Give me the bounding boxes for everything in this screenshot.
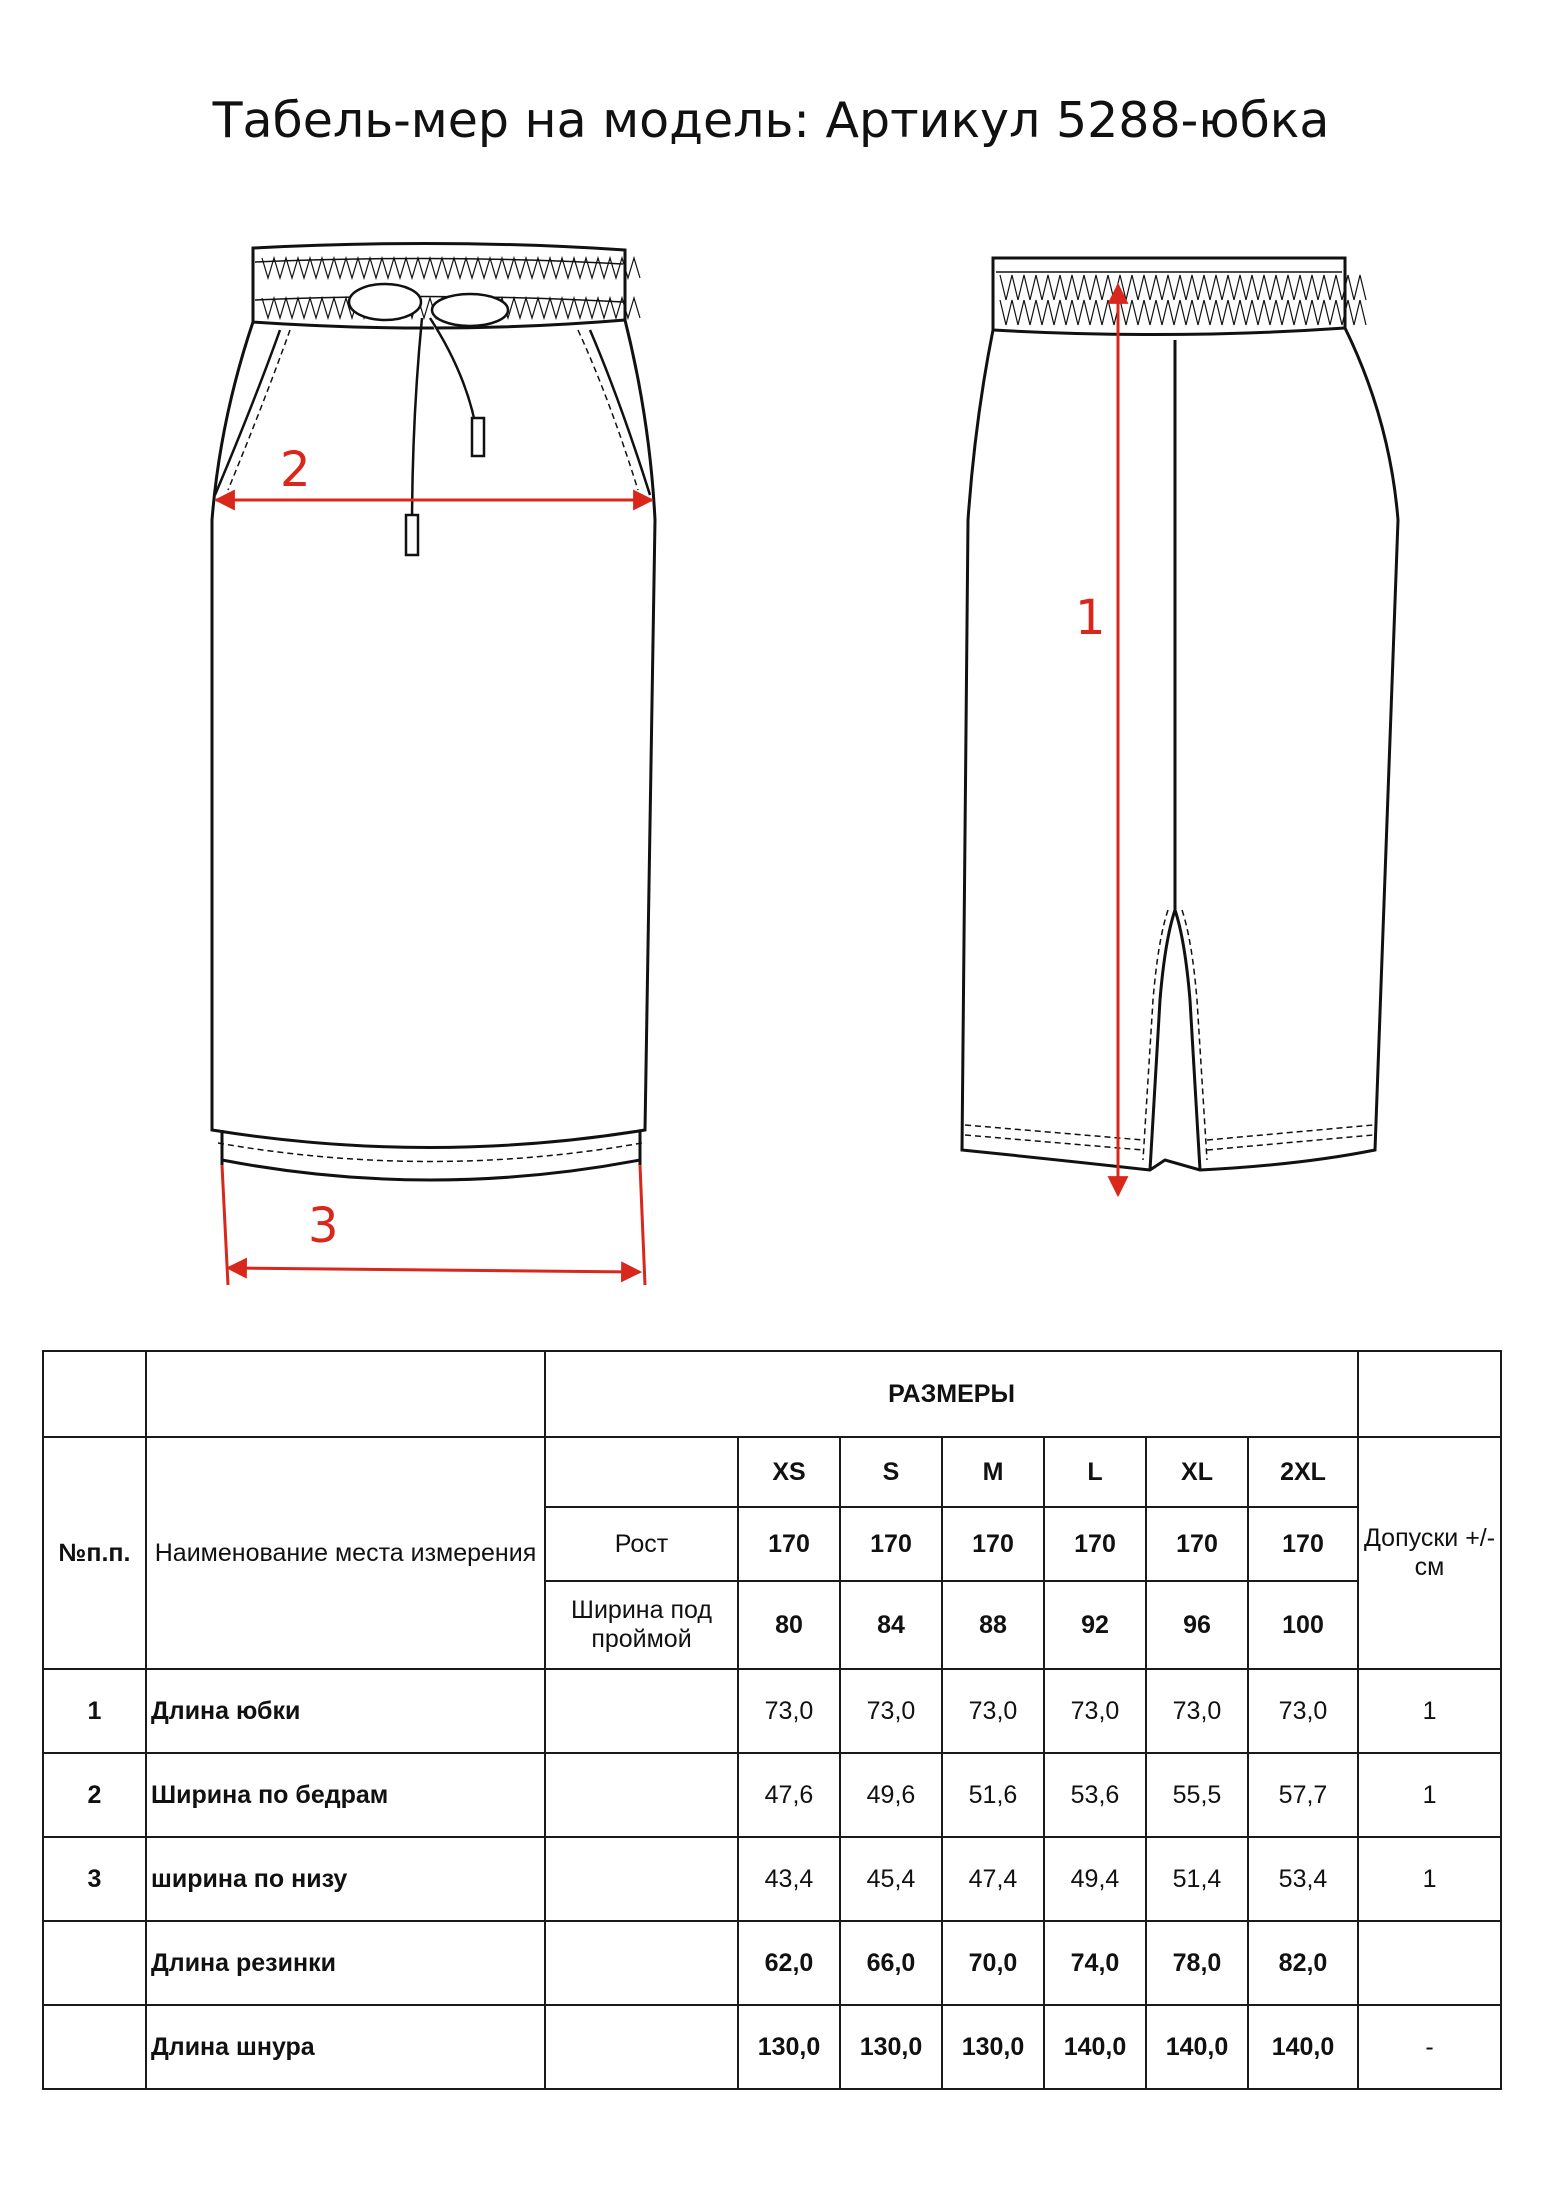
row-empty-cell (545, 1837, 738, 1921)
row-value: 130,0 (840, 2005, 942, 2089)
measure-label-3: 3 (308, 1198, 339, 1254)
measure-label-2: 2 (280, 442, 311, 498)
row-empty-cell (545, 1669, 738, 1753)
row-name: Длина юбки (146, 1669, 545, 1753)
height-value: 170 (1248, 1507, 1358, 1581)
row-tolerance: 1 (1358, 1669, 1501, 1753)
row-value: 73,0 (1146, 1669, 1248, 1753)
height-value: 170 (840, 1507, 942, 1581)
size-chart-table (42, 1350, 1502, 2090)
size-2xl: 2XL (1248, 1437, 1358, 1507)
skirt-front-view (212, 243, 655, 1180)
row-tolerance: 1 (1358, 1753, 1501, 1837)
row-name: Ширина по бедрам (146, 1753, 545, 1837)
row-value: 49,6 (840, 1753, 942, 1837)
measure-label-1: 1 (1075, 590, 1106, 646)
row-value: 73,0 (942, 1669, 1044, 1753)
table-row (43, 2005, 1501, 2089)
row-value: 43,4 (738, 1837, 840, 1921)
row-number (43, 2005, 146, 2089)
col-num-header: №п.п. (43, 1437, 146, 1669)
row-value: 53,6 (1044, 1753, 1146, 1837)
width-row-label: Ширина под проймой (545, 1581, 738, 1669)
row-value: 55,5 (1146, 1753, 1248, 1837)
row-name: Длина шнура (146, 2005, 545, 2089)
row-value: 73,0 (738, 1669, 840, 1753)
row-number (43, 1921, 146, 2005)
row-value: 49,4 (1044, 1837, 1146, 1921)
width-value: 100 (1248, 1581, 1358, 1669)
measurement-rows (43, 1669, 1501, 2089)
size-xs: XS (738, 1437, 840, 1507)
row-value: 73,0 (1248, 1669, 1358, 1753)
row-value: 47,6 (738, 1753, 840, 1837)
row-value: 130,0 (942, 2005, 1044, 2089)
row-value: 140,0 (1146, 2005, 1248, 2089)
size-l: L (1044, 1437, 1146, 1507)
table-row (43, 1921, 1501, 2005)
row-number: 1 (43, 1669, 146, 1753)
row-value: 70,0 (942, 1921, 1044, 2005)
row-value: 45,4 (840, 1837, 942, 1921)
row-value: 53,4 (1248, 1837, 1358, 1921)
row-tolerance: 1 (1358, 1837, 1501, 1921)
col-name-header: Наименование места измерения (146, 1437, 545, 1669)
table-header-empty (146, 1351, 545, 1437)
row-name: Длина резинки (146, 1921, 545, 2005)
row-value: 73,0 (1044, 1669, 1146, 1753)
width-value: 88 (942, 1581, 1044, 1669)
table-header-empty-right (1358, 1351, 1501, 1437)
col-tolerance-header: Допуски +/- см (1358, 1437, 1501, 1669)
height-value: 170 (1044, 1507, 1146, 1581)
row-value: 66,0 (840, 1921, 942, 2005)
row-empty-cell (545, 2005, 738, 2089)
table-row (43, 1669, 1501, 1753)
skirt-back-view (962, 258, 1398, 1170)
row-value: 51,6 (942, 1753, 1044, 1837)
width-value: 84 (840, 1581, 942, 1669)
row-value: 62,0 (738, 1921, 840, 2005)
sizes-header: РАЗМЕРЫ (545, 1351, 1358, 1437)
row-value: 140,0 (1248, 2005, 1358, 2089)
row-value: 47,4 (942, 1837, 1044, 1921)
size-xl: XL (1146, 1437, 1248, 1507)
table-corner-cell (43, 1351, 146, 1437)
row-value: 78,0 (1146, 1921, 1248, 2005)
row-value: 57,7 (1248, 1753, 1358, 1837)
row-number: 3 (43, 1837, 146, 1921)
size-s: S (840, 1437, 942, 1507)
row-tolerance (1358, 1921, 1501, 2005)
table-row (43, 1837, 1501, 1921)
page-title: Табель-мер на модель: Артикул 5288-юбка (212, 92, 1330, 149)
size-row-label (545, 1437, 738, 1507)
width-value: 96 (1146, 1581, 1248, 1669)
row-name: ширина по низу (146, 1837, 545, 1921)
row-number: 2 (43, 1753, 146, 1837)
row-value: 130,0 (738, 2005, 840, 2089)
measure-line-3 (222, 1165, 645, 1285)
height-value: 170 (1146, 1507, 1248, 1581)
height-value: 170 (738, 1507, 840, 1581)
height-value: 170 (942, 1507, 1044, 1581)
row-value: 74,0 (1044, 1921, 1146, 2005)
row-value: 51,4 (1146, 1837, 1248, 1921)
height-row-label: Рост (545, 1507, 738, 1581)
row-value: 73,0 (840, 1669, 942, 1753)
table-row (43, 1753, 1501, 1837)
row-empty-cell (545, 1921, 738, 2005)
width-value: 80 (738, 1581, 840, 1669)
row-tolerance: - (1358, 2005, 1501, 2089)
width-value: 92 (1044, 1581, 1146, 1669)
row-value: 82,0 (1248, 1921, 1358, 2005)
size-m: M (942, 1437, 1044, 1507)
row-value: 140,0 (1044, 2005, 1146, 2089)
row-empty-cell (545, 1753, 738, 1837)
